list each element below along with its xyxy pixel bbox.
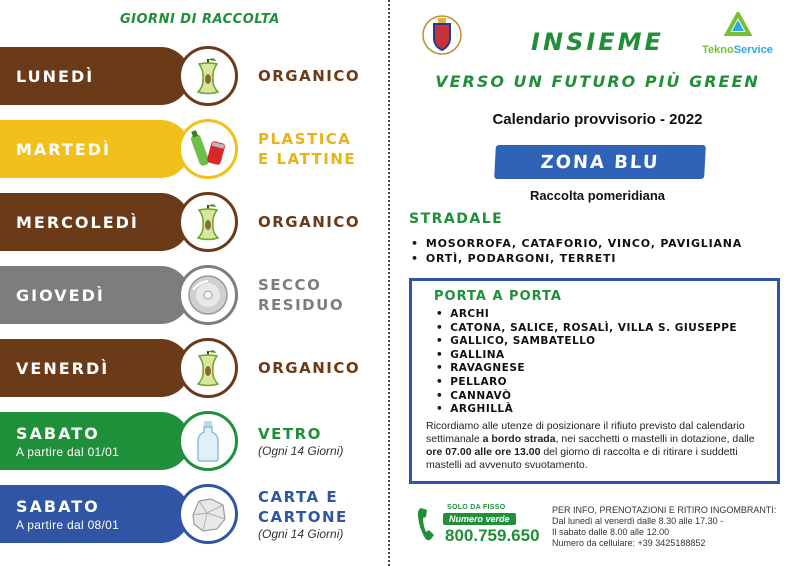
collection-time-label: Raccolta pomeridiana	[529, 188, 666, 203]
frequency-note: (Ogni 14 Giorni)	[258, 444, 344, 458]
stradale-item: • MOSORROFA, CATAFORIO, VINCO, PAVIGLIANA	[411, 236, 742, 251]
porta-list	[436, 308, 765, 417]
day-band	[0, 339, 190, 397]
day-start-date: A partire dal 01/01	[16, 444, 120, 459]
compact-disc-icon	[178, 265, 238, 325]
porta-item: • RAVAGNESE	[436, 362, 765, 376]
day-band	[0, 120, 190, 178]
day-label: SABATO	[16, 423, 100, 443]
toll-free-number-value: 800.759.650	[445, 526, 540, 545]
collection-instructions: Ricordiamo alle utenze di posizionare il rifiuto previsto dal calendario settimanale a bordo strada, nei sacchetti o mastelli in dotazione, dalle ore 07.00 alle ore 13.00 del giorno di raccolta e di ritirare i suddetti mastelli ad avvenuto svuotamento.	[426, 419, 755, 471]
waste-type	[258, 412, 343, 470]
collection-day-row	[0, 193, 385, 251]
contact-info	[552, 505, 787, 549]
porta-item: • ARGHILLÀ	[436, 403, 765, 417]
porta-item: • CATONA, SALICE, ROSALÌ, VILLA S. GIUSEPPE	[436, 322, 765, 336]
waste-type-label-line2: CARTONE	[258, 508, 348, 526]
info-panel	[395, 0, 800, 566]
collection-day-row	[0, 412, 385, 470]
glass-bottle-icon	[178, 411, 238, 471]
day-band	[0, 47, 190, 105]
apple-core-icon	[178, 338, 238, 398]
day-band	[0, 266, 190, 324]
stradale-list	[411, 236, 742, 266]
zone-banner: ZONA BLU	[494, 145, 706, 179]
porta-item: • CANNAVÒ	[436, 390, 765, 404]
waste-type	[258, 47, 360, 105]
apple-core-icon	[178, 192, 238, 252]
waste-type-label-line2: E LATTINE	[258, 150, 357, 168]
waste-type-label: ORGANICO	[258, 359, 361, 377]
logo-wordmark: TeknoService	[702, 44, 773, 56]
collection-days-title: GIORNI DI RACCOLTA	[120, 12, 280, 27]
waste-type	[258, 485, 348, 543]
porta-a-porta-box	[409, 278, 780, 484]
day-start-date: A partire dal 08/01	[16, 517, 120, 532]
phone-handset-icon	[417, 506, 435, 542]
contact-info-line: Numero da cellulare: +39 3425188852	[552, 538, 706, 548]
day-band	[0, 193, 190, 251]
porta-item: • GALLINA	[436, 349, 765, 363]
waste-type-label: SECCO	[258, 276, 322, 294]
collection-day-row	[0, 47, 385, 105]
toll-free-label: Numero verde	[443, 513, 516, 525]
waste-type	[258, 193, 360, 251]
day-label: VENERDÌ	[16, 358, 110, 378]
day-label: GIOVEDÌ	[16, 285, 105, 305]
stradale-item: • ORTÌ, PODARGONI, TERRETI	[411, 251, 742, 266]
waste-type	[258, 120, 356, 178]
day-label: MERCOLEDÌ	[16, 212, 139, 232]
contact-info-line: Il sabato dalle 8.00 alle 12.00	[552, 527, 670, 537]
porta-item: • GALLICO, SAMBATELLO	[436, 335, 765, 349]
toll-free-number	[417, 500, 540, 550]
day-label: SABATO	[16, 496, 100, 516]
day-label: MARTEDÌ	[16, 139, 111, 159]
collection-day-row	[0, 120, 385, 178]
waste-type	[258, 266, 344, 324]
waste-type-label: CARTA E	[258, 488, 339, 506]
frequency-note: (Ogni 14 Giorni)	[258, 527, 344, 541]
collection-day-row	[0, 339, 385, 397]
porta-item: • PELLARO	[436, 376, 765, 390]
contact-info-line: PER INFO, PRENOTAZIONI E RITIRO INGOMBRANTI:	[552, 505, 777, 515]
waste-type	[258, 339, 360, 397]
day-label: LUNEDÌ	[16, 66, 95, 86]
waste-type-label: ORGANICO	[258, 67, 361, 85]
crumpled-paper-icon	[178, 484, 238, 544]
day-band	[0, 485, 190, 543]
collection-day-row	[0, 266, 385, 324]
porta-item: • ARCHI	[436, 308, 765, 322]
calendar-subtitle: Calendario provvisorio - 2022	[492, 111, 703, 128]
collection-day-row	[0, 485, 385, 543]
dotted-divider	[388, 0, 390, 566]
collection-days-panel	[0, 0, 385, 566]
stradale-heading: STRADALE	[409, 211, 504, 227]
headline-future-green: VERSO UN FUTURO PIÙ GREEN	[435, 72, 760, 91]
day-band	[0, 412, 190, 470]
waste-type-label: PLASTICA	[258, 130, 352, 148]
porta-heading: PORTA A PORTA	[434, 289, 562, 304]
landline-only-label: SOLO DA FISSO	[447, 504, 506, 511]
headline-insieme: INSIEME	[531, 28, 664, 56]
waste-type-label: VETRO	[258, 425, 322, 443]
waste-type-label-line2: RESIDUO	[258, 296, 345, 314]
waste-type-label: ORGANICO	[258, 213, 361, 231]
apple-core-icon	[178, 46, 238, 106]
contact-info-line: Dal lunedì al venerdì dalle 8.30 alle 17.30 -	[552, 516, 724, 526]
plastic-bottle-can-icon	[178, 119, 238, 179]
